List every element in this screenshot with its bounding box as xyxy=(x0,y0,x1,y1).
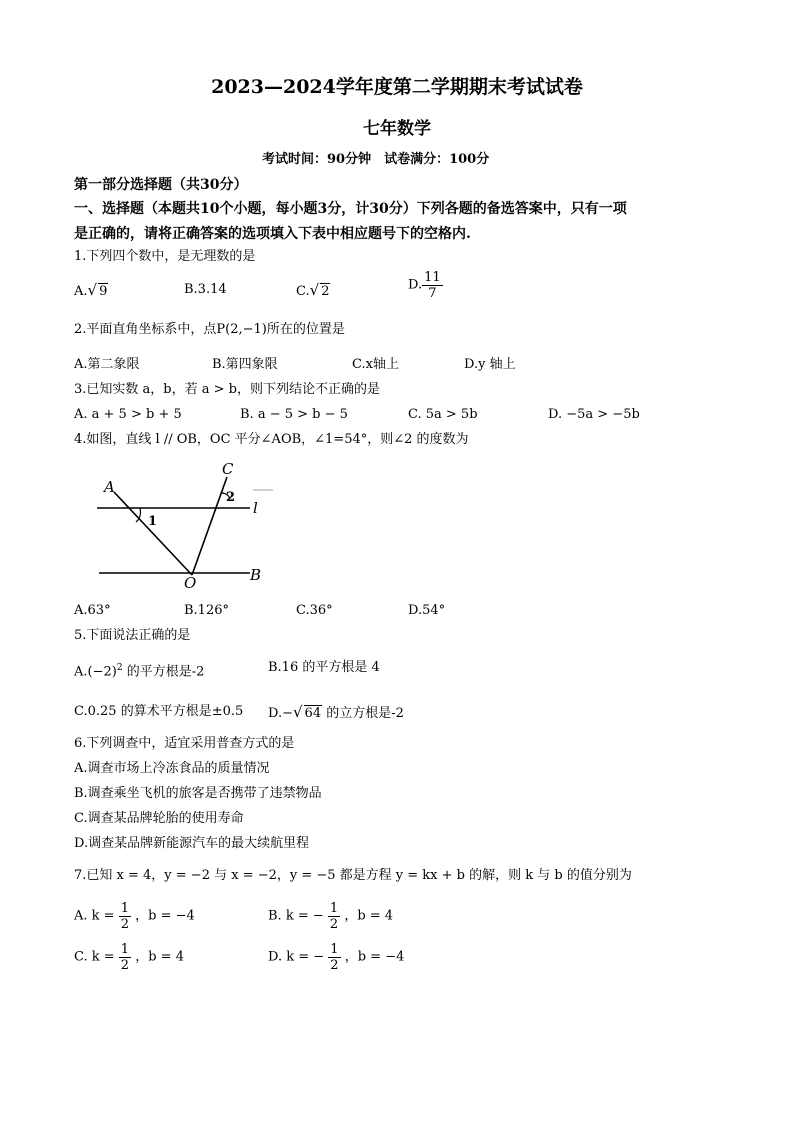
q3-stem: 3.已知实数 a，b，若 a > b，则下列结论不正确的是 xyxy=(74,382,380,397)
q7-option-c: C. k = $\frac{1}{2}$ ，b = 4 xyxy=(74,942,184,973)
q5-option-a: $A.(-2)^2$ 的平方根是-2 xyxy=(74,663,205,680)
exam-title: 2023—2024学年度第二学期期末考试试卷 xyxy=(211,76,583,98)
q3-option-a: A. a + 5 > b + 5 xyxy=(74,407,182,422)
ray-OC xyxy=(192,477,227,575)
exam-meta: 考试时间：90分钟 试卷满分：100分 xyxy=(262,152,490,167)
label-A: A xyxy=(104,478,115,496)
q3-option-c: C. 5a > 5b xyxy=(408,407,478,422)
part1-heading: 第一部分选择题（共30分） xyxy=(74,177,248,193)
q2-stem: 2.平面直角坐标系中，点P(2,−1)所在的位置是 xyxy=(74,322,345,337)
q6-option-c: C.调查某品牌轮胎的使用寿命 xyxy=(74,811,244,826)
q4-geometry-figure xyxy=(90,455,280,590)
q2-option-d: D.y 轴上 xyxy=(464,357,516,372)
q6-option-b: B.调查乘坐飞机的旅客是否携带了违禁物品 xyxy=(74,786,322,801)
q3-option-d: D. −5a > −5b xyxy=(548,407,640,422)
q7-option-d: D. k = − $\frac{1}{2}$ ，b = −4 xyxy=(268,942,405,973)
q1-option-b: B.3.14 xyxy=(184,282,227,297)
q1-option-a: A.√ 9 xyxy=(74,281,108,299)
q5-option-b: B.16 的平方根是 4 xyxy=(268,660,380,675)
q7-option-a: A. k = $\frac{1}{2}$ ，b = −4 xyxy=(74,901,195,932)
subject-title: 七年数学 xyxy=(363,119,431,139)
ray-OA xyxy=(114,492,192,575)
part1-instruction-line2: 是正确的，请将正确答案的选项填入下表中相应题号下的空格内. xyxy=(74,226,471,242)
q6-option-d: D.调查某品牌新能源汽车的最大续航里程 xyxy=(74,836,310,851)
q4-stem: 4.如图，直线 l // OB，OC 平分∠AOB，∠1=54°，则∠2 的度数为 xyxy=(74,432,469,447)
q7-option-b: B. k = − $\frac{1}{2}$ ，b = 4 xyxy=(268,901,394,932)
q6-option-a: A.调查市场上冷冻食品的质量情况 xyxy=(74,761,270,776)
q1-option-c: C.√ 2 xyxy=(296,281,330,299)
q1-stem: 1.下列四个数中，是无理数的是 xyxy=(74,249,256,264)
q4-option-a: A.63° xyxy=(74,603,111,618)
label-B: B xyxy=(250,566,262,584)
q6-stem: 6.下列调查中，适宜采用普查方式的是 xyxy=(74,736,295,751)
q4-option-c: C.36° xyxy=(296,603,333,618)
label-angle2: 2 xyxy=(226,490,236,505)
q7-stem: 7.已知 x = 4，y = −2 与 x = −2，y = −5 都是方程 y = kx + b 的解，则 k 与 b 的值分别为 xyxy=(74,868,632,883)
label-C: C xyxy=(222,460,234,478)
q4-option-d: D.54° xyxy=(408,603,446,618)
part1-instruction-line1: 一、选择题（本题共10个小题，每小题3分，计30分）下列各题的备选答案中，只有一项 xyxy=(74,201,627,217)
label-l: l xyxy=(253,499,258,517)
q2-option-c: C.x轴上 xyxy=(352,357,399,372)
q5-option-c: C.0.25 的算术平方根是±0.5 xyxy=(74,704,244,719)
q4-option-b: B.126° xyxy=(184,603,229,618)
q3-option-b: B. a − 5 > b − 5 xyxy=(240,407,348,422)
q2-option-b: B.第四象限 xyxy=(212,357,278,372)
q5-option-d: D.−√ 64 的立方根是-2 xyxy=(268,703,404,721)
label-angle1: 1 xyxy=(148,514,158,529)
q2-option-a: A.第二象限 xyxy=(74,357,140,372)
q1-option-d: D. $\frac{11}{7}$ xyxy=(408,270,441,301)
label-O: O xyxy=(184,574,197,590)
q5-stem: 5.下面说法正确的是 xyxy=(74,628,191,643)
